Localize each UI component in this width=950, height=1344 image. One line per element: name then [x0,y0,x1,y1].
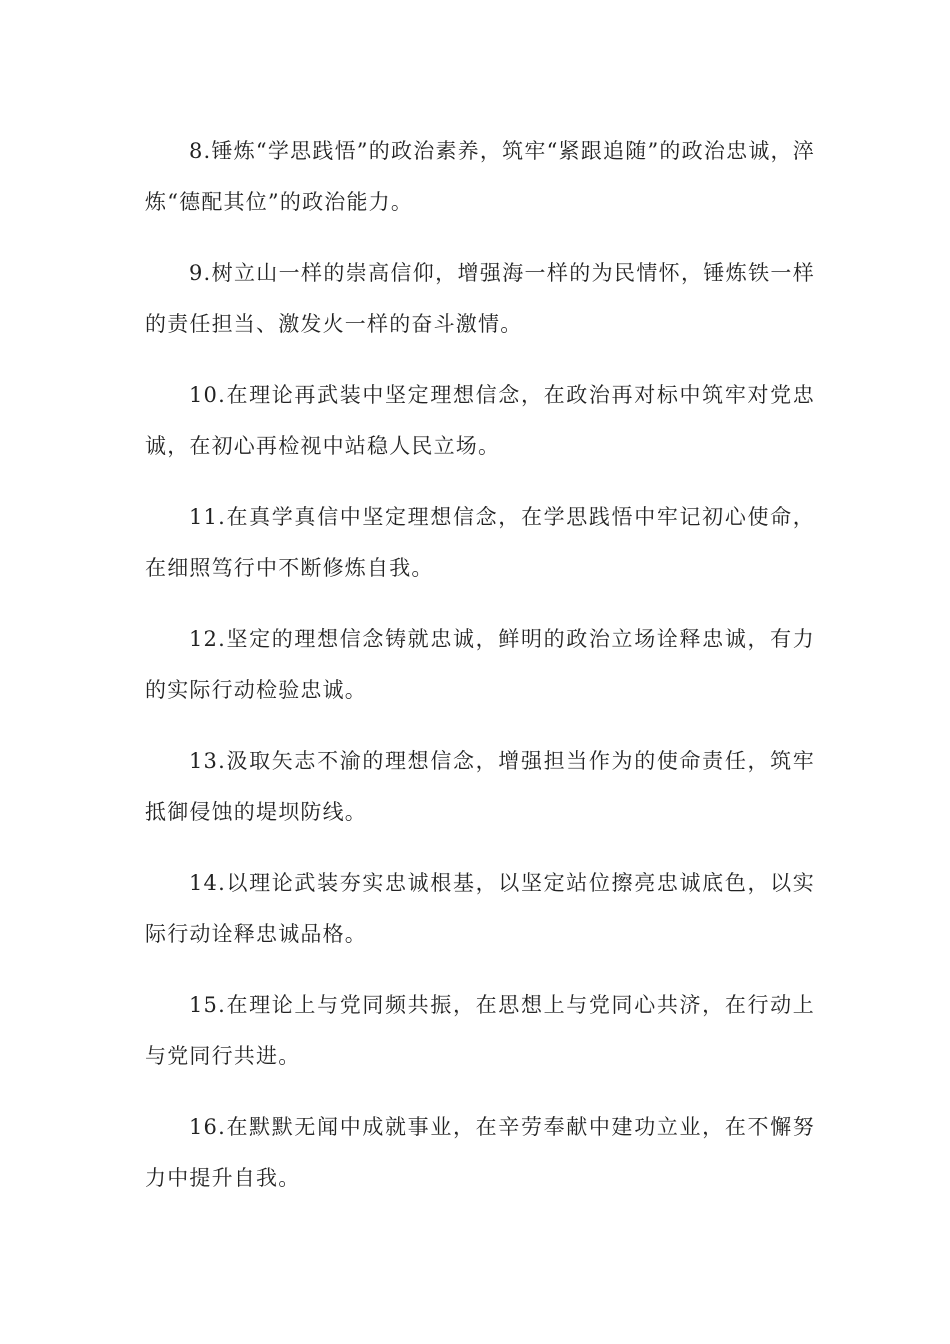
paragraph-13: 13.汲取矢志不渝的理想信念，增强担当作为的使命责任，筑牢抵御侵蚀的堤坝防线。 [145,749,815,824]
paragraph-12: 12.坚定的理想信念铸就忠诚，鲜明的政治立场诠释忠诚，有力的实际行动检验忠诚。 [145,627,815,702]
paragraph-16: 16.在默默无闻中成就事业，在辛劳奉献中建功立业，在不懈努力中提升自我。 [145,1115,815,1190]
paragraph-8: 8.锤炼“学思践悟”的政治素养，筑牢“紧跟追随”的政治忠诚，淬炼“德配其位”的政治能力。 [145,139,815,214]
paragraph-14: 14.以理论武装夯实忠诚根基，以坚定站位擦亮忠诚底色，以实际行动诠释忠诚品格。 [145,871,815,946]
paragraph-15: 15.在理论上与党同频共振，在思想上与党同心共济，在行动上与党同行共进。 [145,993,815,1068]
paragraph-9: 9.树立山一样的崇高信仰，增强海一样的为民情怀，锤炼铁一样的责任担当、激发火一样的奋斗激情。 [145,261,815,336]
paragraph-10: 10.在理论再武装中坚定理想信念，在政治再对标中筑牢对党忠诚，在初心再检视中站稳人民立场。 [145,383,815,458]
paragraph-11: 11.在真学真信中坚定理想信念，在学思践悟中牢记初心使命，在细照笃行中不断修炼自我。 [145,505,815,580]
